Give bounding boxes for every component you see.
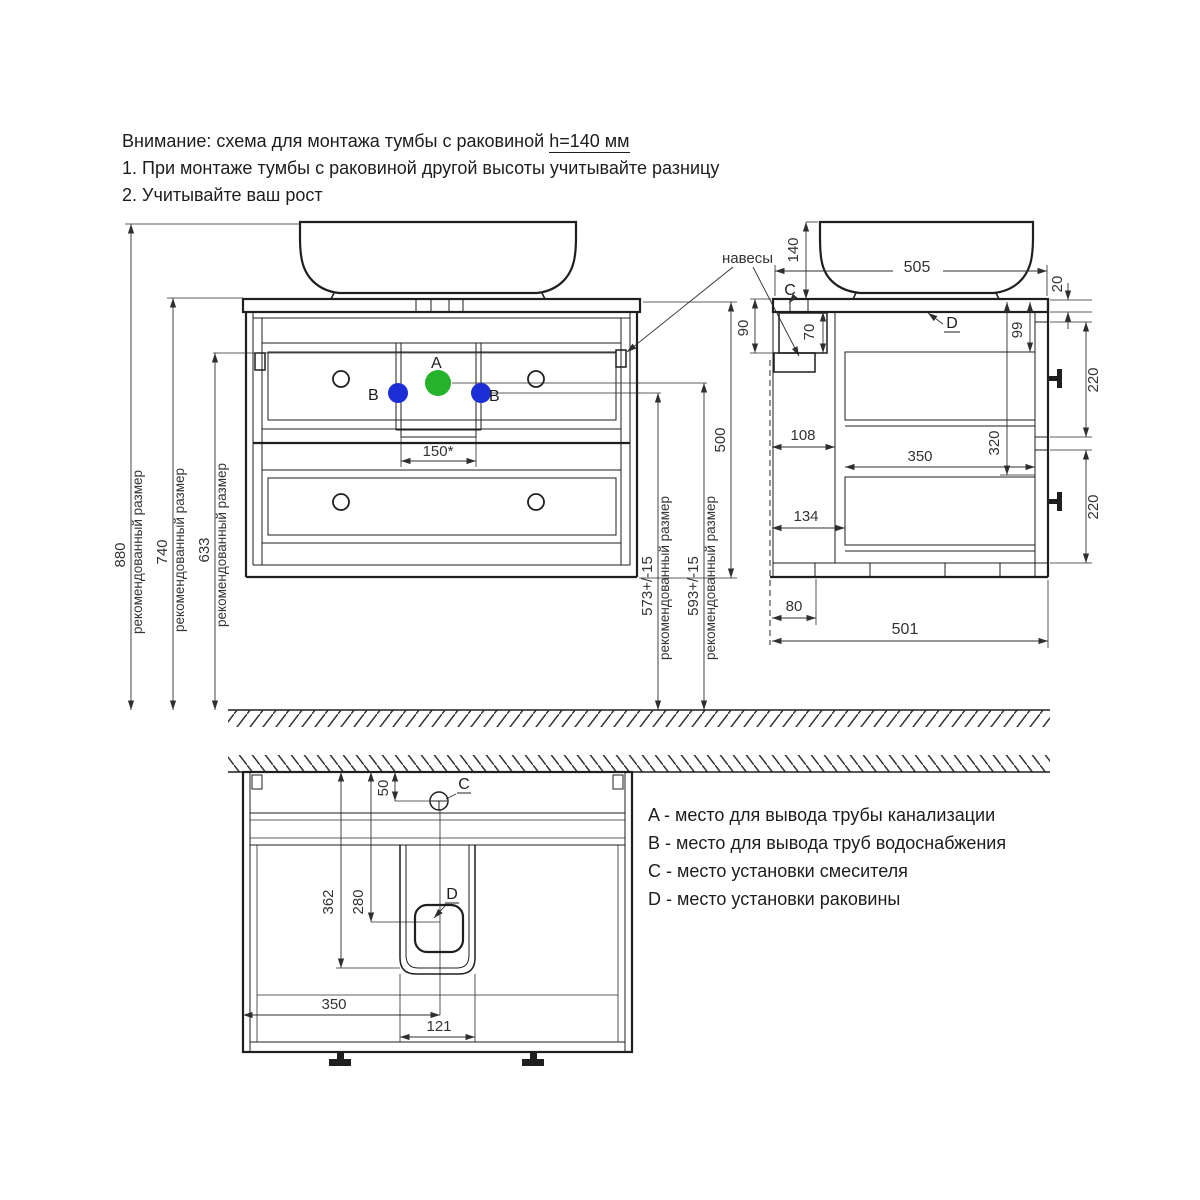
svg-text:501: 501 [891,621,919,638]
dim-134 [772,508,845,528]
dim-880 [112,224,145,710]
svg-text:505: 505 [903,259,931,276]
svg-text:108: 108 [790,427,816,444]
countertop-front [243,299,640,312]
svg-text:320: 320 [986,430,1003,456]
svg-text:рекомендованный размер: рекомендованный размер [657,496,672,660]
sink-drain-callout [415,886,463,952]
svg-text:740: 740 [154,539,171,565]
svg-text:500: 500 [712,427,729,453]
legend-item-a: A - место для вывода трубы канализации [648,805,996,825]
svg-text:633: 633 [196,537,213,563]
dim-633 [196,353,229,710]
sink-front-outline [300,222,576,293]
svg-text:рекомендованный размер: рекомендованный размер [172,468,187,632]
left-dimensions [112,224,301,710]
svg-text:рекомендованный размер: рекомендованный размер [703,496,718,660]
title-height-underlined: h=140 мм [549,131,630,151]
dim-350-top [243,996,440,1015]
svg-text:рекомендованный размер: рекомендованный размер [130,470,145,634]
dim-150 [401,437,476,467]
svg-text:220: 220 [1085,367,1102,393]
plumbing-channel [400,845,475,1042]
svg-text:80: 80 [785,598,803,615]
svg-text:362: 362 [320,889,337,915]
label-d-side-callout [928,313,960,332]
svg-text:573+/-15: 573+/-15 [639,556,656,616]
svg-text:150*: 150* [422,443,454,460]
right-dimensions [639,302,737,710]
label-b-left: B [368,387,379,404]
label-b-right: B [489,388,500,405]
svg-text:D: D [946,315,958,332]
point-a-sewage [425,370,451,396]
label-a: A [431,355,442,372]
drawer-handles-side [1048,369,1062,511]
legend-item-c: C - место установки смесителя [648,861,908,881]
svg-text:D: D [446,886,458,903]
point-b-water-left [388,383,408,403]
svg-text:90: 90 [735,319,752,337]
note-1: 1. При монтаже тумбы с раковиной другой высоты учитывайте разницу [122,158,720,178]
svg-text:220: 220 [1085,494,1102,520]
svg-text:350: 350 [321,996,347,1013]
dim-50 [375,772,430,801]
dim-108 [772,427,835,447]
bracket-left [255,353,265,370]
dim-121 [400,1018,475,1037]
svg-text:рекомендованный размер: рекомендованный размер [214,463,229,627]
svg-text:50: 50 [375,779,392,797]
dim-99 [1009,302,1030,352]
svg-text:20: 20 [1049,275,1066,293]
svg-text:880: 880 [112,542,129,568]
svg-text:C: C [458,776,470,793]
dim-740 [154,298,187,710]
floor-hatch [228,710,1050,727]
plan-outer [243,772,632,1052]
dim-350-side [845,448,1035,467]
dim-80 [772,579,816,625]
dim-20 [1049,276,1092,329]
title-prefix: Внимание: схема для монтажа тумбы с раковиной [122,131,545,151]
label-c-side: C [784,282,796,299]
dim-70 [801,312,823,353]
legend-item-b: B - место для вывода труб водоснабжения [648,833,1007,853]
svg-text:134: 134 [793,508,819,525]
svg-text:280: 280 [350,889,367,915]
svg-text:350: 350 [907,448,933,465]
point-b-water-right [471,383,491,403]
dim-573 [639,393,672,710]
drawer-knobs-plan [329,1052,544,1066]
front-view [213,222,707,577]
dim-501 [772,580,1048,648]
top-view [228,755,1050,1066]
plan-structure [250,772,625,1052]
svg-text:99: 99 [1009,321,1026,339]
side-view [735,222,1102,648]
svg-text:70: 70 [801,323,818,341]
dim-362 [320,772,400,968]
svg-text:121: 121 [426,1018,452,1035]
svg-text:593+/-15: 593+/-15 [685,556,702,616]
bracket-side-lip [774,353,815,372]
faucet-callout [430,776,471,810]
dim-90 [735,299,774,353]
wall-hatch [228,755,1050,772]
legend-item-d: D - место установки раковины [648,889,901,909]
svg-text:140: 140 [785,237,802,263]
hangers-label: навесы [722,250,774,267]
note-2: 2. Учитывайте ваш рост [122,185,323,205]
